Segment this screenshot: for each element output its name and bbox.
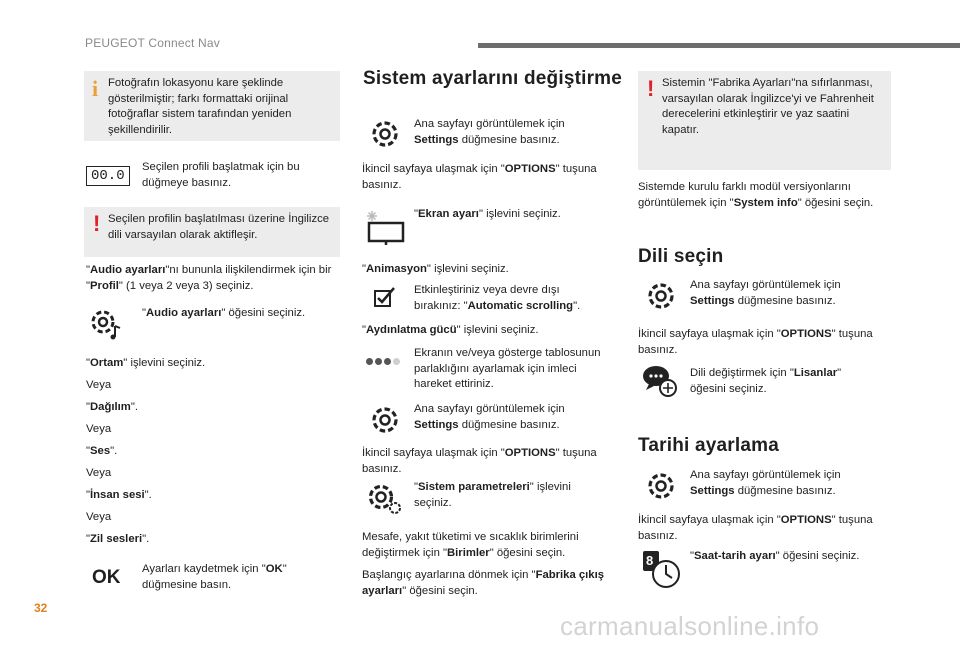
date-select-text: "Saat-tarih ayarı" öğesini seçiniz.: [690, 550, 860, 562]
display-icon: 00.0: [86, 166, 130, 186]
factory-text: Başlangıç ayarlarına dönmek için "Fabrika çıkış ayarları" öğesini seçin.: [362, 569, 605, 597]
units-text: Mesafe, yakıt tüketimi ve sıcaklık birimlerini değiştirmek için "Birimler" öğesini seçin.: [362, 531, 579, 559]
header-title: PEUGEOT Connect Nav: [85, 36, 220, 50]
warning-box: [84, 207, 340, 257]
audio-intro: "Audio ayarları"nı bununla ilişkilendirmek için bir "Profil" (1 veya 2 veya 3) seçiniz.: [86, 264, 332, 292]
dagilim-text: "Dağılım".: [86, 401, 138, 413]
factory-warning-box: [638, 71, 891, 170]
settings-text-1: Ana sayfayı görüntülemek için Settings düğmesine basınız.: [414, 118, 565, 146]
animasyon-text: "Animasyon" işlevini seçiniz.: [362, 263, 509, 275]
settings-gear-icon: [645, 280, 677, 312]
warning-box-text: Seçilen profilin başlatılması üzerine İngilizce dili varsayılan olarak aktifleşir.: [108, 213, 330, 241]
options-text-2: İkincil sayfaya ulaşmak için "OPTIONS" tuşuna basınız.: [362, 447, 597, 475]
ok-icon: OK: [92, 567, 121, 588]
settings-gear-icon: [369, 404, 401, 436]
settings-text-2: Ana sayfayı görüntülemek için Settings düğmesine basınız.: [414, 403, 565, 431]
veya-4: Veya: [86, 511, 112, 523]
ses-text: "Ses".: [86, 445, 118, 457]
settings-text-4: Ana sayfayı görüntülemek için Settings düğmesine basınız.: [690, 469, 841, 497]
brightness-text: Ekranın ve/veya gösterge tablosunun parlaklığını ayarlamak için imleci hareket ettiriniz.: [414, 347, 601, 390]
warning-icon: !: [93, 211, 101, 236]
display-monitor-icon: [366, 210, 406, 246]
date-heading: Tarihi ayarlama: [638, 435, 780, 456]
calendar-number: 8: [646, 553, 654, 568]
info-box-text: Fotoğrafın lokasyonu kare şeklinde gösterilmiştir; farkı formattaki orijinal fotoğraflar sistem tarafından yeniden şekillendirilir.: [108, 77, 292, 136]
audio-select-text: "Audio ayarları" öğesini seçiniz.: [142, 307, 306, 319]
ortam-text: "Ortam" işlevini seçiniz.: [86, 357, 206, 369]
options-text-3: İkincil sayfaya ulaşmak için "OPTIONS" tuşuna basınız.: [638, 328, 873, 356]
ok-text: Ayarları kaydetmek için "OK" düğmesine basın.: [142, 563, 287, 591]
settings-gear-icon: [645, 470, 677, 502]
header-bar: [478, 43, 960, 48]
settings-text-3: Ana sayfayı görüntülemek için Settings düğmesine basınız.: [690, 279, 841, 307]
audio-settings-icon: [89, 308, 123, 342]
language-icon: [641, 364, 681, 400]
calendar-clock-icon: [640, 548, 684, 592]
language-select-text: Dili değiştirmek için "Lisanlar" öğesini seçiniz.: [690, 367, 842, 395]
options-text-4: İkincil sayfaya ulaşmak için "OPTIONS" tuşuna basınız.: [638, 514, 873, 542]
page-number: 32: [34, 601, 48, 615]
insan-sesi-text: "İnsan sesi".: [86, 489, 152, 501]
profile-start-text: Seçilen profili başlatmak için bu düğmeye basınız.: [142, 161, 300, 189]
zil-sesleri-text: "Zil sesleri".: [86, 533, 150, 545]
watermark: carmanualsonline.info: [560, 611, 820, 641]
language-heading: Dili seçin: [638, 246, 724, 267]
scroll-text: Etkinleştiriniz veya devre dışı bırakınız: "Automatic scrolling".: [414, 284, 581, 312]
aydinlatma-text: "Aydınlatma gücü" işlevini seçiniz.: [362, 324, 539, 336]
veya-2: Veya: [86, 423, 112, 435]
info-icon: i: [92, 76, 99, 101]
veya-3: Veya: [86, 467, 112, 479]
veya-1: Veya: [86, 379, 112, 391]
system-params-text: "Sistem parametreleri" işlevini seçiniz.: [414, 481, 571, 509]
system-info-text: Sistemde kurulu farklı modül versiyonlarını görüntülemek için "System info" öğesini seçin.: [638, 181, 874, 209]
system-settings-gear-icon: [366, 482, 402, 516]
warning-icon: !: [647, 76, 655, 101]
ekran-text: "Ekran ayarı" işlevini seçiniz.: [414, 208, 561, 220]
factory-warning-text: Sistemin "Fabrika Ayarları"na sıfırlanması, varsayılan olarak İngilizce'yi ve Fahrenheit derecelerini etkinleştirir ve yaz saatini kapatır.: [662, 77, 874, 136]
settings-gear-icon: [369, 118, 401, 150]
info-box: [84, 71, 340, 141]
brightness-dots-icon: [366, 352, 402, 370]
system-settings-heading: Sistem ayarlarını değiştirme: [363, 68, 623, 89]
options-text-1: İkincil sayfaya ulaşmak için "OPTIONS" tuşuna basınız.: [362, 163, 597, 191]
checkbox-icon: [373, 286, 397, 308]
